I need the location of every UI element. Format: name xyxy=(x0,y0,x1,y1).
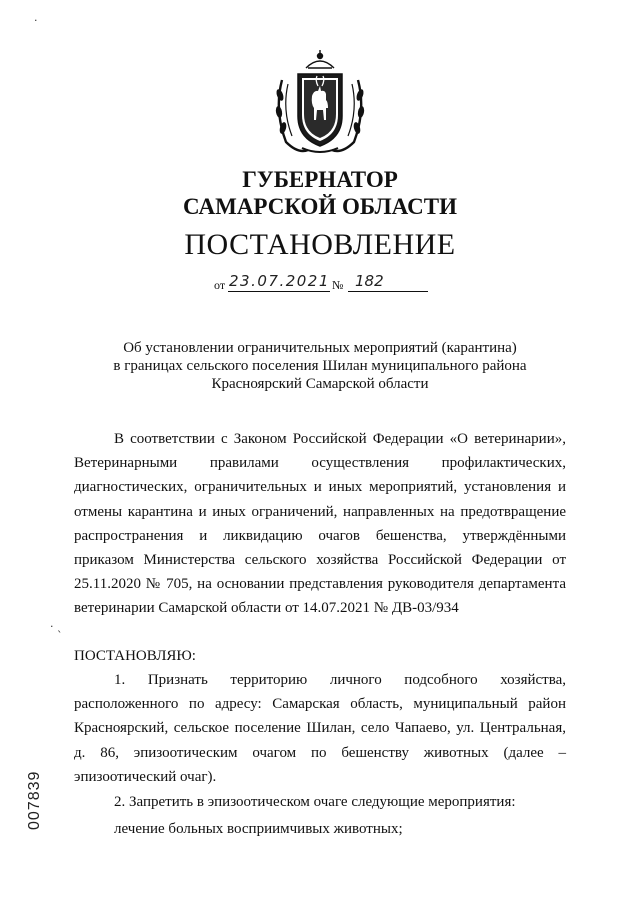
title-line-2: САМАРСКОЙ ОБЛАСТИ xyxy=(183,194,457,219)
coat-of-arms-emblem xyxy=(268,50,372,160)
date-number-line xyxy=(214,272,434,294)
number-prefix: № xyxy=(332,278,344,292)
paragraph-resolve: ПОСТАНОВЛЯЮ: xyxy=(74,648,196,664)
document-subject xyxy=(60,339,580,393)
registration-side-number: 007839 xyxy=(26,770,43,830)
margin-mark-top: · xyxy=(34,14,38,27)
subject-line-2: в границах сельского поселения Шилан муниципального района xyxy=(113,358,527,374)
paragraph-item-2: 2. Запретить в эпизоотическом очаге следующие мероприятия: xyxy=(114,794,516,810)
date-prefix: от xyxy=(214,278,226,292)
subject-line-1: Об установлении ограничительных мероприятий (карантина) xyxy=(123,340,517,356)
number-underline xyxy=(348,291,428,292)
handwritten-number: 182 xyxy=(355,272,384,290)
title-line-1: ГУБЕРНАТОР xyxy=(242,167,398,192)
paragraph-item-2-list: лечение больных восприимчивых животных; xyxy=(114,821,403,837)
handwritten-date: 23.07.2021 xyxy=(229,272,330,290)
paragraph-preamble: В соответствии с Законом Российской Федерации «О ветеринарии», Ветеринарными правилами осуществления профилактических, диагностических, ограничительных и иных мероприятий, установления и отмены карантина и иных ограничений, направленных на предотвращение распространения и ликвидацию очагов бешенства, утверждёнными приказом Министерства сельского хозяйства Российской Федерации от 25.11.2020 № 705, на основании представления руководителя департамента ветеринарии Самарской области от 14.07.2021 № ДВ-03/934 xyxy=(74,431,566,617)
subject-line-3: Красноярский Самарской области xyxy=(211,376,429,392)
margin-mark-left: · ˎ xyxy=(50,620,63,633)
document-type-title: ПОСТАНОВЛЕНИЕ xyxy=(184,228,456,261)
date-underline xyxy=(228,291,330,292)
paragraph-item-1: 1. Признать территорию личного подсобного хозяйства, расположенного по адресу: Самарская область, муниципальный район Красноярский, сельское поселение Шилан, село Чапаево, ул. Центральная, д. 86, эпизоотическим очагом по бешенству животных (далее – эпизоотический очаг). xyxy=(74,672,566,785)
